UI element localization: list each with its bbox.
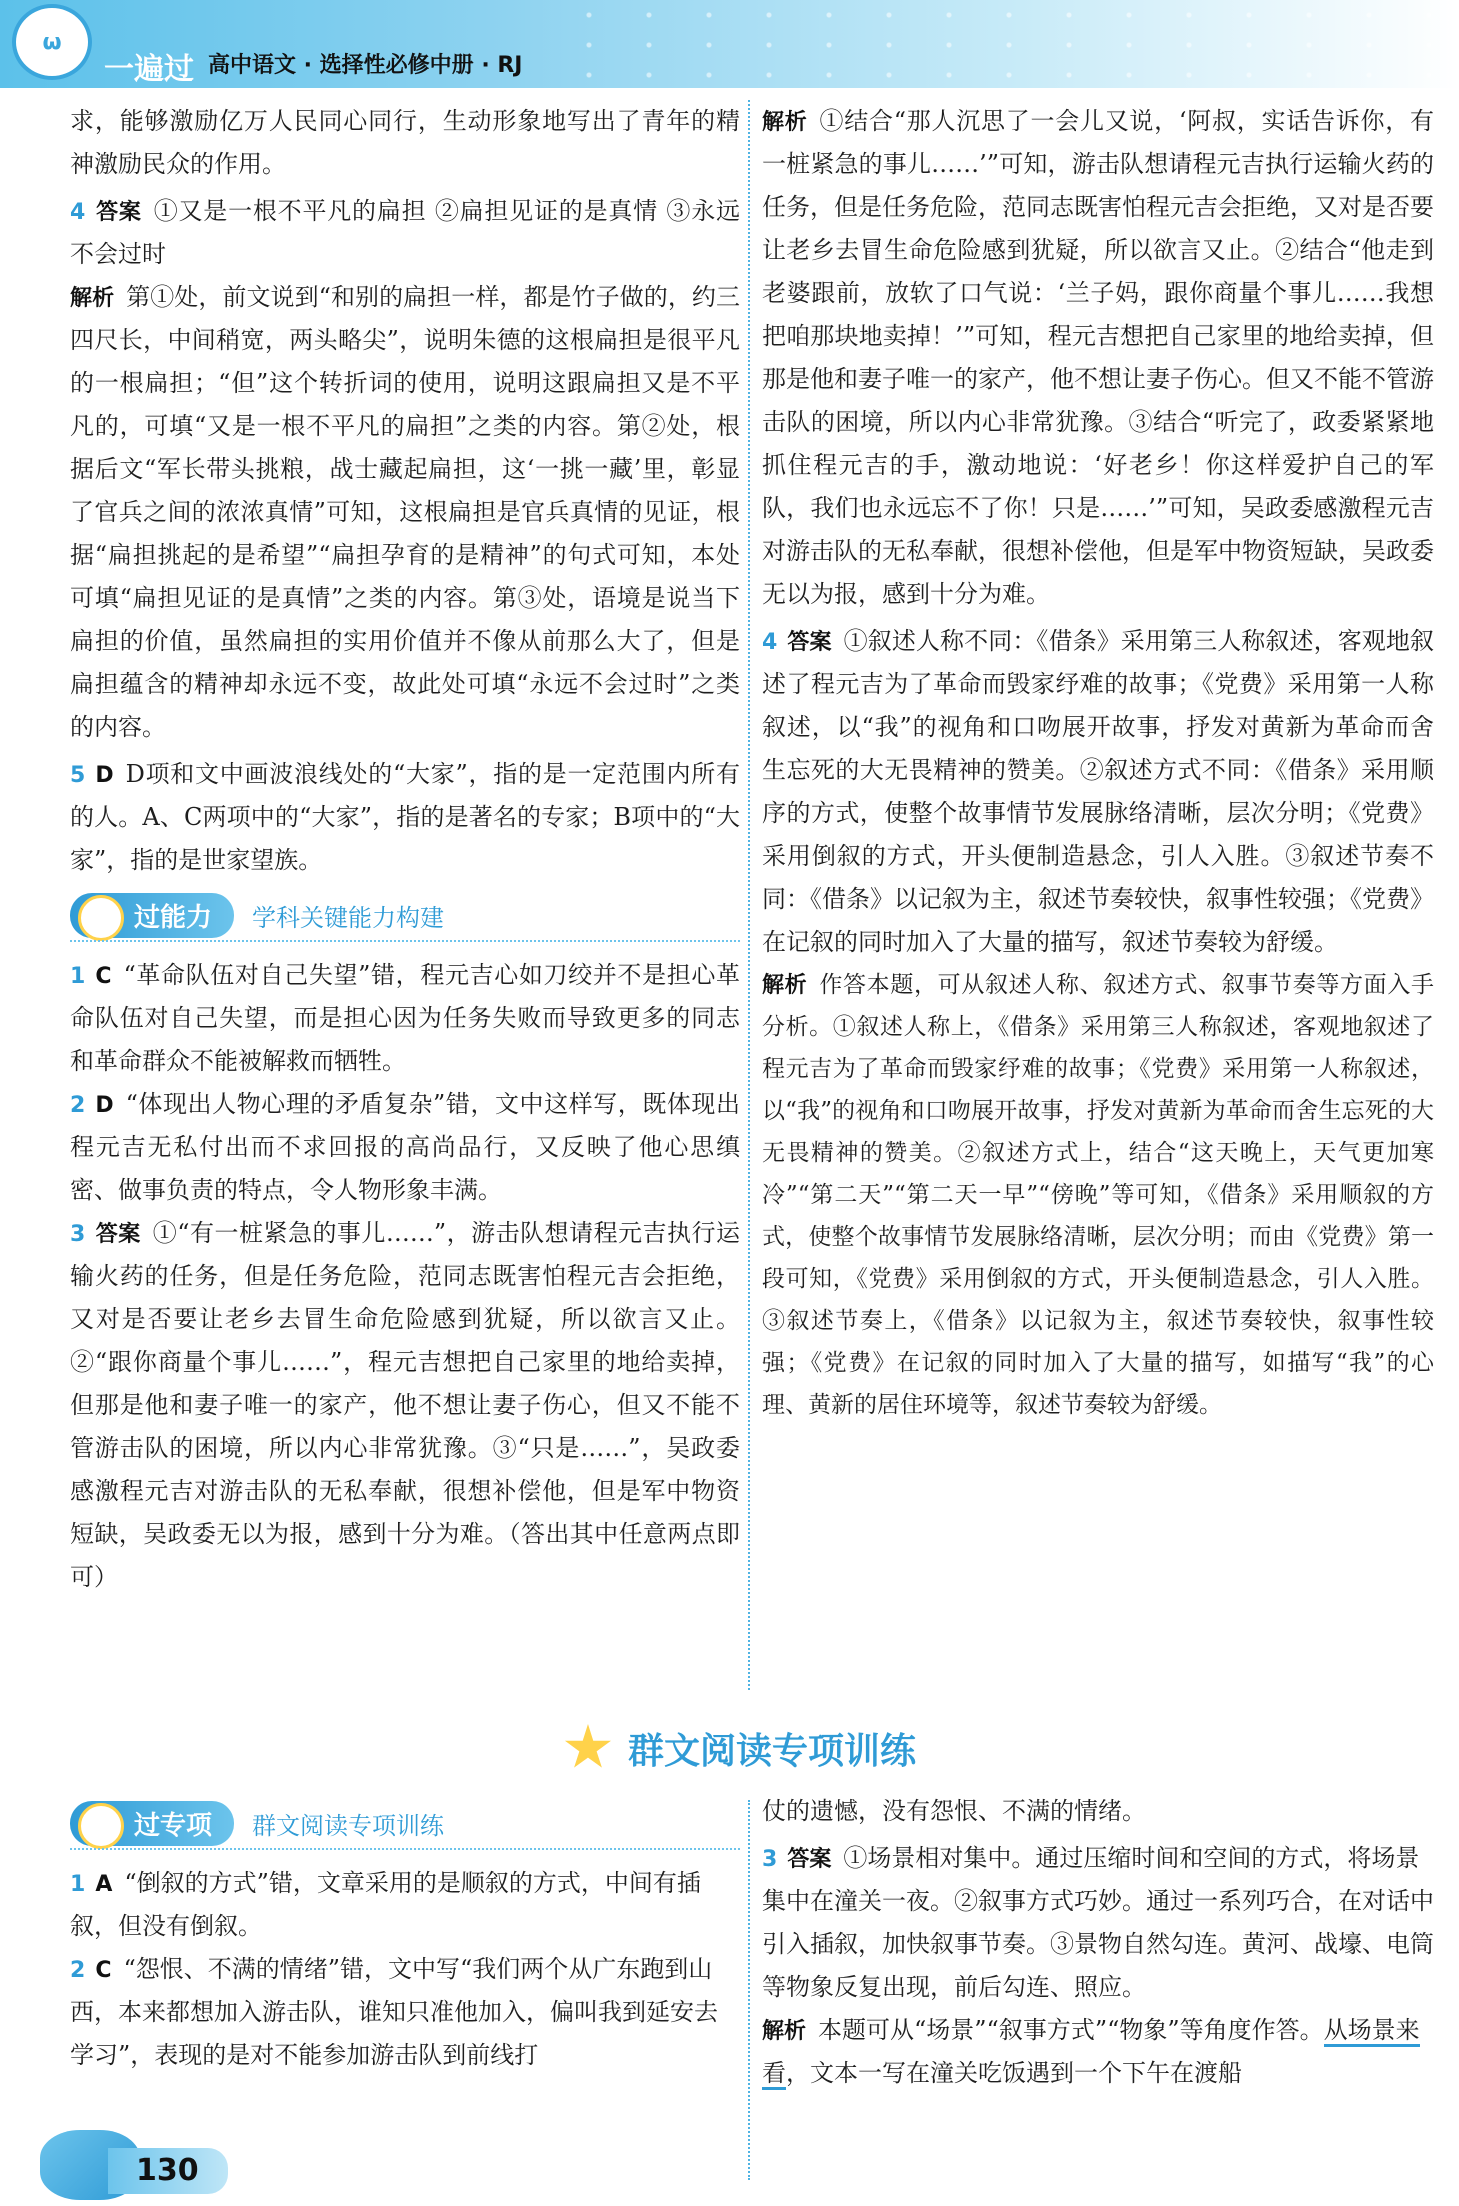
question-number: 4: [762, 630, 778, 655]
header-star-pattern: [559, 0, 1459, 88]
answer-text: ①叙述人称不同：《借条》采用第三人称叙述，客观地叙述了程元吉为了革命而毁家纾难的故事；《党费》采用第一人称叙述，以“我”的视角和口吻展开故事，抒发对黄新为革命而舍生忘死的大无畏精神的赞美。②叙述方式不同：《借条》采用顺序的方式，使整个故事情节发展脉络清晰，层次分明；《党费》采用倒叙的方式，开头便制造悬念，引人入胜。③叙述节奏不同：《借条》以记叙为主，叙述节奏较快，叙事性较强；《党费》在记叙的同时加入了大量的描写，叙述节奏较为舒缓。: [762, 627, 1434, 956]
center-title-text: 群文阅读专项训练: [627, 1730, 916, 1772]
column-divider-bottom: [748, 1800, 750, 2180]
section-badge: 过专项: [70, 1801, 234, 1846]
answer-tag: D: [95, 763, 114, 788]
brand-name: 一遍过: [104, 52, 194, 87]
answer-text: “体现出人物心理的矛盾复杂”错，文中这样写，既体现出程元吉无私付出而不求回报的高尚品行，又反映了他心思缜密、做事负责的特点，令人物形象丰满。: [70, 1090, 740, 1204]
answer-block-b1: [70, 1862, 740, 1948]
left-column: [70, 100, 740, 1599]
answer-tag: C: [95, 964, 112, 989]
question-number: 1: [70, 964, 86, 989]
answer-block-k1: [70, 954, 740, 1083]
question-number: 5: [70, 763, 86, 788]
question-number: 3: [70, 1222, 86, 1247]
question-number: 3: [762, 1847, 778, 1872]
answer-block-4: [70, 190, 740, 276]
analysis-tag: 解析: [762, 973, 808, 998]
question-number: 4: [70, 200, 86, 225]
answer-tag: D: [95, 1093, 114, 1118]
section-badge: 过能力: [70, 893, 234, 938]
analysis-block-b3: [762, 2009, 1434, 2095]
answer-block-5: [70, 753, 740, 882]
answer-block-b3: [762, 1837, 1434, 2009]
answer-tag: 答案: [787, 630, 832, 655]
answer-tag: 答案: [95, 1222, 141, 1247]
section-header-ability: [70, 886, 740, 944]
analysis-block-4-right: [762, 964, 1434, 1426]
answer-text: “革命队伍对自己失望”错，程元吉心如刀绞并不是担心革命队伍对自己失望，而是担心因为任务失败而导致更多的同志和革命群众不能被解救而牺牲。: [70, 961, 740, 1075]
answer-block-k3: [70, 1212, 740, 1599]
bottom-right-column: [762, 1790, 1434, 2095]
answer-text: “怨恨、不满的情绪”错，文中写“我们两个从广东跑到山西，本来都想加入游击队，谁知只准他加入，偏叫我到延安去学习”，表现的是对不能参加游击队到前线打: [70, 1955, 718, 2069]
analysis-text: 作答本题，可从叙述人称、叙述方式、叙事节奏等方面入手分析。①叙述人称上，《借条》采用第三人称叙述，客观地叙述了程元吉为了革命而毁家纾难的故事；《党费》采用第一人称叙述，以“我”的视角和口吻展开故事，抒发对黄新为革命而舍生忘死的大无畏精神的赞美。②叙述方式上，结合“这天晚上，天气更加寒冷”“第二天”“第二天一早”“傍晚”等可知，《借条》采用顺叙的方式，使整个故事情节发展脉络清晰，层次分明；而由《党费》第一段可知，《党费》采用倒叙的方式，开头便制造悬念，引人入胜。③叙述节奏上，《借条》以记叙为主，叙述节奏较快，叙事性较强；《党费》在记叙的同时加入了大量的描写，如描写“我”的心理、黄新的居住环境等，叙述节奏较为舒缓。: [762, 972, 1434, 1418]
mascot-logo-icon: ω: [12, 4, 92, 80]
question-number: 2: [70, 1093, 86, 1118]
answer-tag: 答案: [787, 1847, 832, 1872]
group-reading-title: [530, 1718, 950, 1778]
answer-tag: 答案: [95, 200, 142, 225]
intro-paragraph: 求，能够激励亿万人民同心同行，生动形象地写出了青年的精神激励民众的作用。: [70, 107, 740, 178]
question-number: 2: [70, 1958, 86, 1983]
answer-text: ①场景相对集中。通过压缩时间和空间的方式，将场景集中在潼关一夜。②叙事方式巧妙。通过一系列巧合，在对话中引入插叙，加快叙事节奏。③景物自然勾连。黄河、战壕、电筒等物象反复出现，前后勾连、照应。: [762, 1844, 1434, 2001]
analysis-tag: 解析: [762, 110, 808, 135]
analysis-text: ①结合“那人沉思了一会儿又说，‘阿叔，实话告诉你，有一桩紧急的事儿……’”可知，游击队想请程元吉执行运输火药的任务，但是任务危险，范同志既害怕程元吉会拒绝，又对是否要让老乡去冒生命危险感到犹疑，所以欲言又止。②结合“他走到老婆跟前，放软了口气说：‘兰子妈，跟你商量个事儿……我想把咱那块地卖掉！’”可知，程元吉想把自己家里的地给卖掉，但那是他和妻子唯一的家产，他不想让妻子伤心。但又不能不管游击队的困境，所以内心非常犹豫。③结合“听完了，政委紧紧地抓住程元吉的手，激动地说：‘好老乡！你这样爱护自己的军队，我们也永远忘不了你！只是……’”可知，吴政委感激程元吉对游击队的无私奉献，很想补偿他，但是军中物资短缺，吴政委无以为报，感到十分为难。: [762, 107, 1434, 608]
star-icon: [564, 1724, 612, 1772]
section-subtitle: 学科关键能力构建: [252, 903, 445, 932]
analysis-tail: ，文本一写在潼关吃饭遇到一个下午在渡船: [786, 2059, 1242, 2087]
answer-tag: A: [95, 1872, 113, 1897]
answer-text: D项和文中画波浪线处的“大家”，指的是一定范围内所有的人。A、C两项中的“大家”，指的是著名的专家；B项中的“大家”，指的是世家望族。: [70, 760, 740, 874]
bottom-left-column: [70, 1790, 740, 2077]
continued-text: 仗的遗憾，没有怨恨、不满的情绪。: [762, 1797, 1146, 1825]
question-number: 1: [70, 1872, 86, 1897]
analysis-text: 第①处，前文说到“和别的扁担一样，都是竹子做的，约三四尺长，中间稍宽，两头略尖”，说明朱德的这根扁担是很平凡的一根扁担；“但”这个转折词的使用，说明这跟扁担又是不平凡的，可填“又是一根不平凡的扁担”之类的内容。第②处，根据后文“军长带头挑粮，战士藏起扁担，这‘一挑一藏’里，彰显了官兵之间的浓浓真情”可知，这根扁担是官兵真情的见证，根据“扁担挑起的是希望”“扁担孕育的是精神”的句式可知，本处可填“扁担见证的是真情”之类的内容。第③处，语境是说当下扁担的价值，虽然扁担的实用价值并不像从前那么大了，但是扁担蕴含的精神却永远不变，故此处可填“永远不会过时”之类的内容。: [70, 283, 740, 741]
section-subtitle: 群文阅读专项训练: [252, 1811, 445, 1840]
right-column: [762, 100, 1434, 1426]
analysis-block-3: [762, 100, 1434, 616]
answer-text: ①又是一根不平凡的扁担 ②扁担见证的是真情 ③永远不会过时: [70, 197, 740, 268]
answer-block-4-right: [762, 620, 1434, 964]
answer-text: “倒叙的方式”错，文章采用的是顺叙的方式，中间有插叙，但没有倒叙。: [70, 1869, 701, 1940]
answer-tag: C: [95, 1958, 112, 1983]
section-header-special: [70, 1794, 740, 1852]
answer-text: ①“有一桩紧急的事儿……”，游击队想请程元吉执行运输火药的任务，但是任务危险，范同志既害怕程元吉会拒绝，又对是否要让老乡去冒生命危险感到犹疑，所以欲言又止。②“跟你商量个事儿……”，程元吉想把自己家里的地给卖掉，但那是他和妻子唯一的家产，他不想让妻子伤心，但又不能不管游击队的困境，所以内心非常犹豫。③“只是……”，吴政委感激程元吉对游击队的无私奉献，很想补偿他，但是军中物资短缺，吴政委无以为报，感到十分为难。（答出其中任意两点即可）: [70, 1219, 740, 1591]
analysis-tag: 解析: [762, 2019, 807, 2044]
page-number: 130: [108, 2148, 228, 2194]
analysis-block-4: [70, 276, 740, 749]
column-divider: [748, 100, 750, 1690]
analysis-tag: 解析: [70, 286, 115, 311]
underlined-phrase: 从场景来看: [762, 2016, 1420, 2090]
section-underline: [70, 1848, 740, 1850]
answer-block-k2: [70, 1083, 740, 1212]
book-title: 高中语文 · 选择性必修中册 · RJ: [208, 53, 523, 78]
section-underline: [70, 940, 740, 942]
answer-block-b2: [70, 1948, 740, 2077]
analysis-text: 本题可从“场景”“叙事方式”“物象”等角度作答。: [818, 2016, 1324, 2044]
